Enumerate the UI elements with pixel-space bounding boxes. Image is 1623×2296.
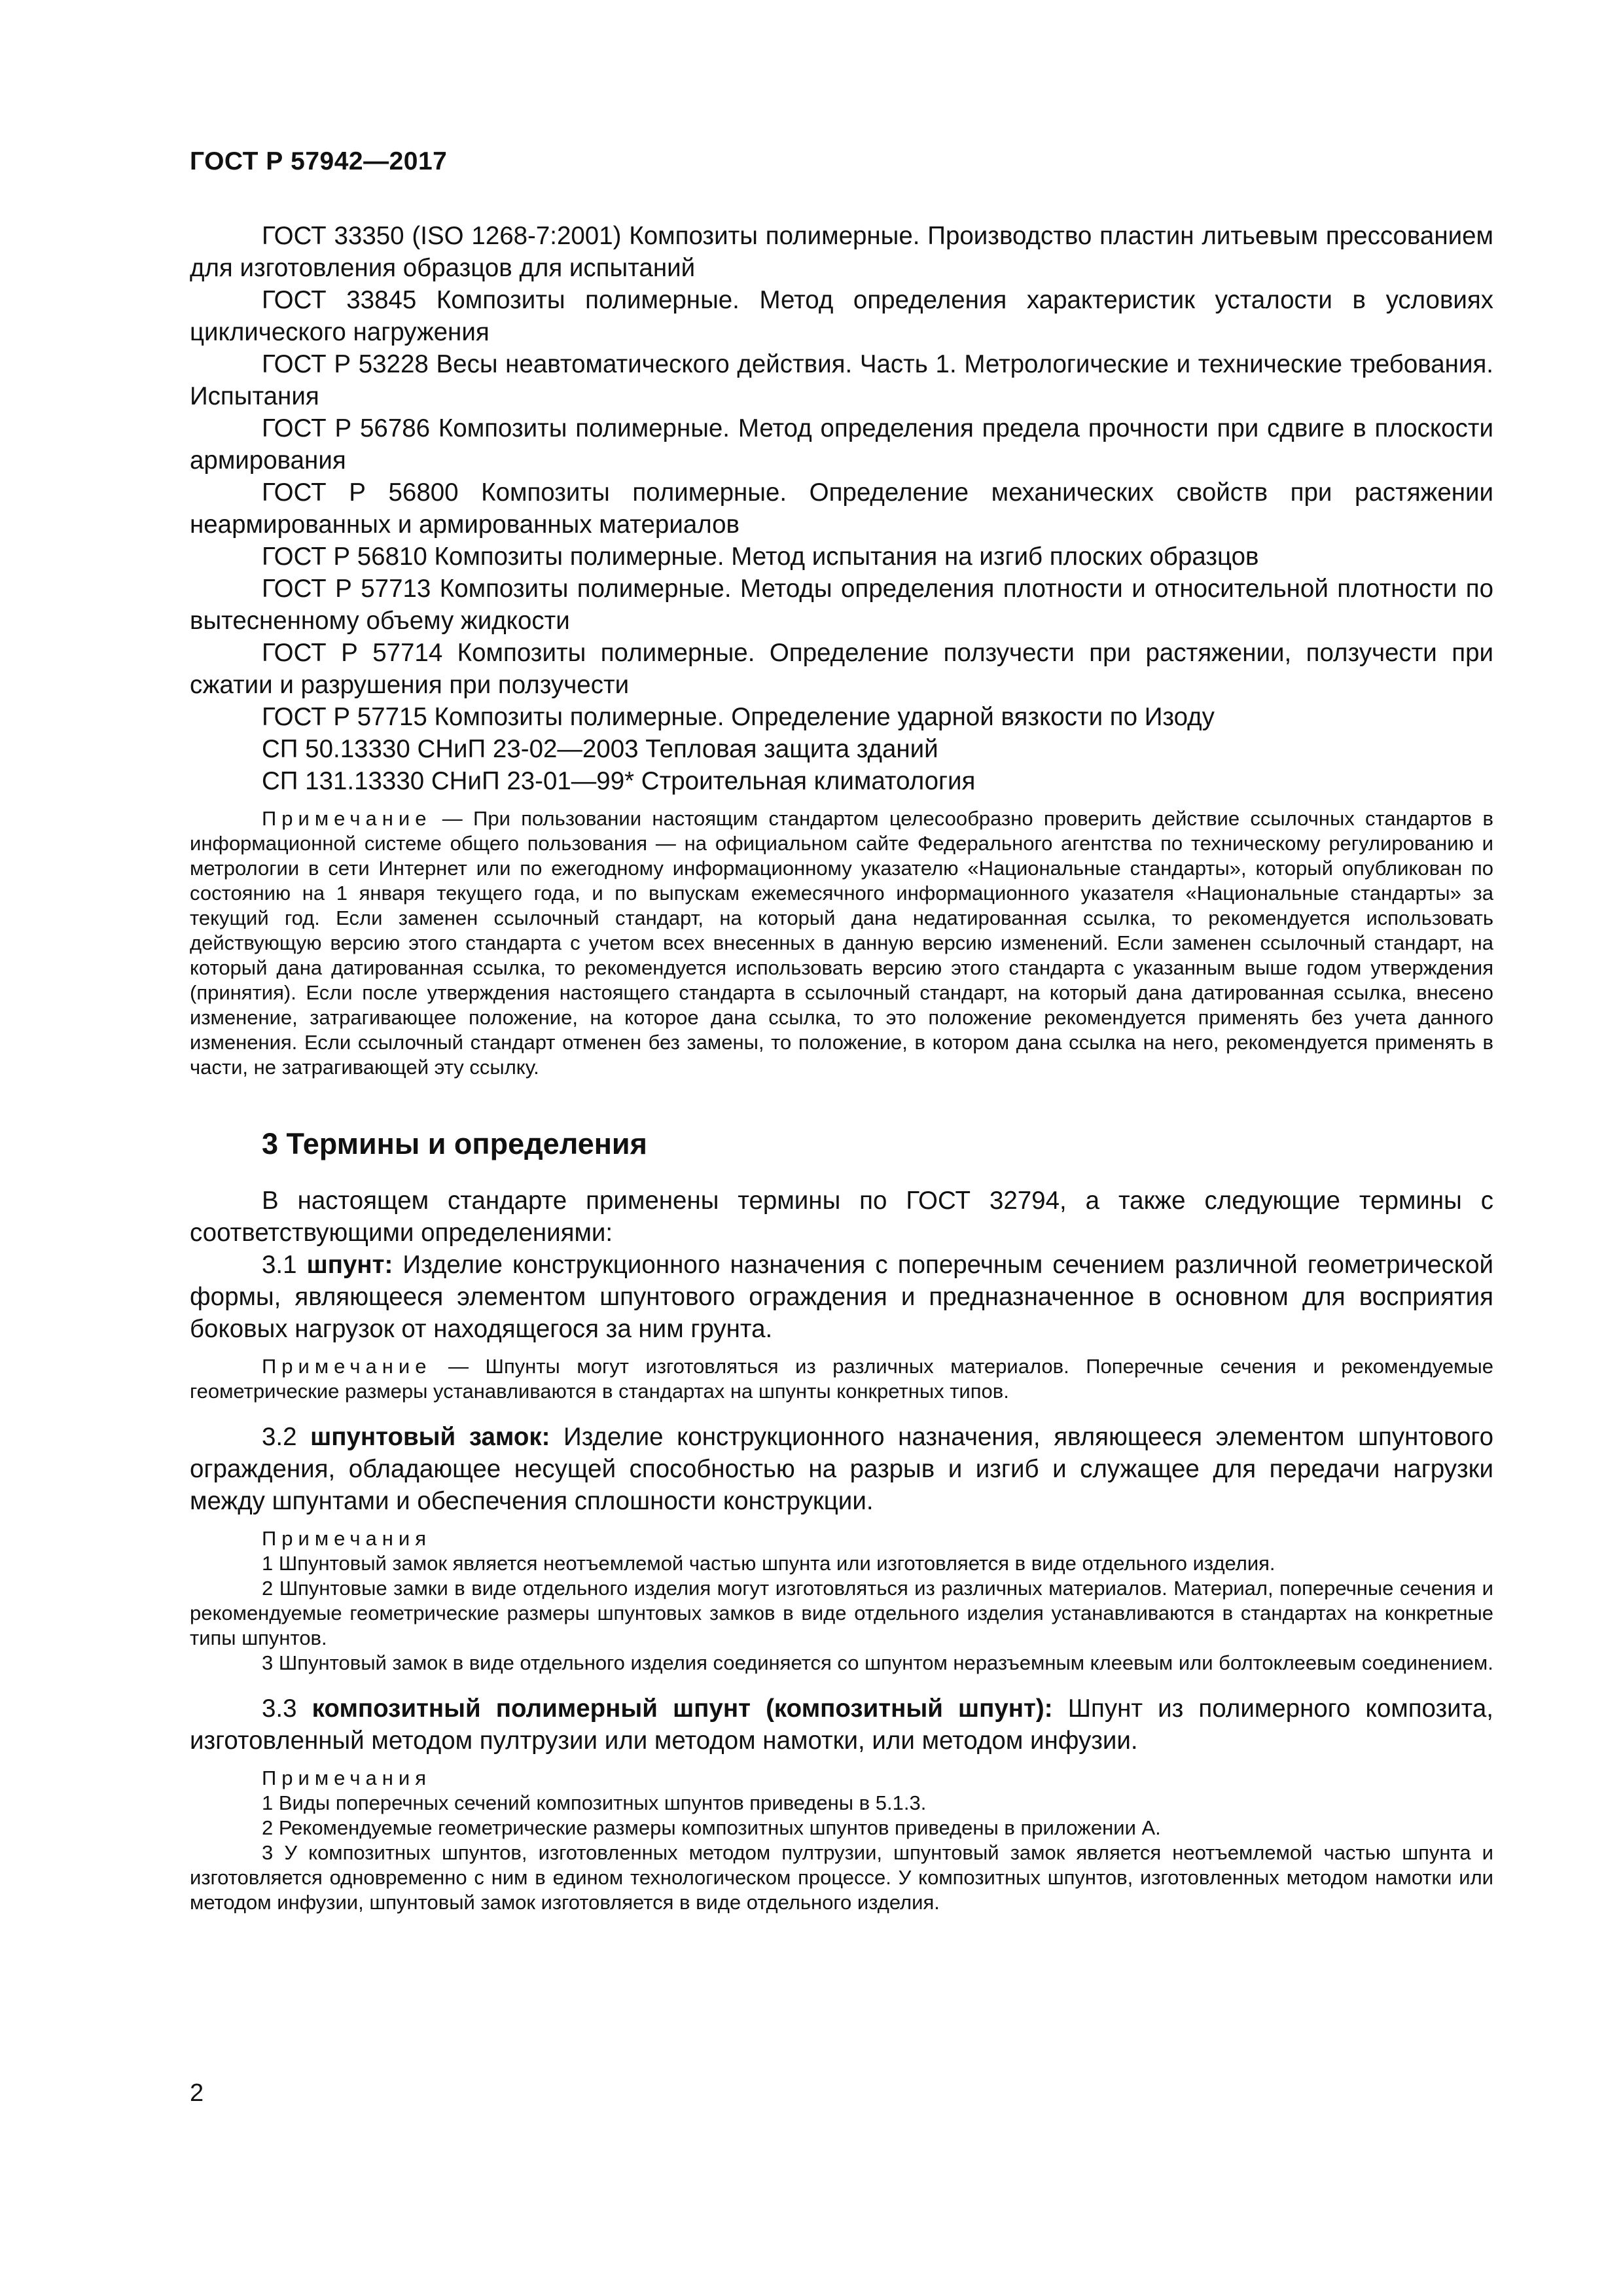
term-3-2 bbox=[190, 1421, 1493, 1517]
term-number: 3.2 bbox=[262, 1423, 311, 1451]
term-definition: Шпунт из полимерного композита, изготовленный методом пултрузии или методом намотки, или методом инфузии. bbox=[190, 1695, 1493, 1755]
term-3-1-note bbox=[190, 1354, 1493, 1404]
reference-item: ГОСТ 33845 Композиты полимерные. Метод определения характеристик усталости в условиях циклического нагружения bbox=[190, 286, 1493, 346]
note-item: 2 Шпунтовые замки в виде отдельного изделия могут изготовляться из различных материалов. Материал, поперечные сечения и рекомендуемые геометрические размеры шпунтовых замков в виде отдельного изделия устанавливаются в стандартах на конкретные типы шпунтов. bbox=[190, 1577, 1493, 1649]
term-3-3-notes-label bbox=[190, 1766, 1493, 1791]
page-number: 2 bbox=[190, 2079, 204, 2107]
notes-label: Примечания bbox=[262, 1527, 431, 1550]
page-content bbox=[190, 220, 1493, 1915]
term-definition: Изделие конструкционного назначения, являющееся элементом шпунтового ограждения, обладающее несущей способностью на разрыв и изгиб и служащее для передачи нагрузки между шпунтами и обеспечения сплошности конструкции. bbox=[190, 1423, 1493, 1515]
note-item: 3 Шпунтовый замок в виде отдельного изделия соединяется со шпунтом неразъемным клеевым или болтоклеевым соединением. bbox=[262, 1651, 1493, 1674]
term-definition: Изделие конструкционного назначения с поперечным сечением различной геометрической формы, являющееся элементом шпунтового ограждения и предназначенное в основном для восприятия боковых нагрузок от находящегося за ним грунта. bbox=[190, 1251, 1493, 1343]
term-3-3 bbox=[190, 1693, 1493, 1757]
note-item: 1 Шпунтовый замок является неотъемлемой частью шпунта или изготовляется в виде отдельного изделия. bbox=[262, 1552, 1275, 1575]
term-number: 3.3 bbox=[262, 1695, 312, 1723]
reference-item: ГОСТ Р 57713 Композиты полимерные. Методы определения плотности и относительной плотности по вытесненному объему жидкости bbox=[190, 575, 1493, 635]
note-text: — Шпунты могут изготовляться из различных материалов. Поперечные сечения и рекомендуемые геометрические размеры устанавливаются в стандартах на шпунты конкретных типов. bbox=[190, 1355, 1493, 1403]
references-note bbox=[190, 806, 1493, 1080]
reference-item: ГОСТ Р 56810 Композиты полимерные. Метод испытания на изгиб плоских образцов bbox=[262, 543, 1259, 571]
term-name: композитный полимерный шпунт (композитный шпунт): bbox=[312, 1695, 1053, 1723]
term-3-1 bbox=[190, 1249, 1493, 1345]
note-item: 3 У композитных шпунтов, изготовленных методом пултрузии, шпунтовый замок является неотъемлемой частью шпунта и изготовляется одновременно с ним в едином технологическом процессе. У композитных шпунтов, изготовленных методом намотки или методом инфузии, шпунтовый замок изготовляется в виде отдельного изделия. bbox=[190, 1841, 1493, 1914]
reference-item: ГОСТ Р 57714 Композиты полимерные. Определение ползучести при растяжении, ползучести при сжатии и разрушения при ползучести bbox=[190, 639, 1493, 699]
notes-label: Примечания bbox=[262, 1767, 431, 1789]
note-text: — При пользовании настоящим стандартом целесообразно проверить действие ссылочных стандартов в информационной системе общего пользования — на официальном сайте Федерального агентства по техническому регулированию и метрологии в сети Интернет или по ежегодному информационному указателю «Национальные стандарты», который опубликован по состоянию на 1 января текущего года, и по выпускам ежемесячного информационного указателя «Национальные стандарты» за текущий год. Если заменен ссылочный стандарт, на который дана недатированная ссылка, то рекомендуется использовать действующую версию этого стандарта с учетом всех внесенных в данную версию изменений. Если заменен ссылочный стандарт, на который дана датированная ссылка, то рекомендуется использовать версию этого стандарта с указанным выше годом утверждения (принятия). Если после утверждения настоящего стандарта в ссылочный стандарт, на который дана датированная ссылка, внесено изменение, затрагивающее положение, на которое дана ссылка, то это положение рекомендуется применять без учета данного изменения. Если ссылочный стандарт отменен без замены, то положение, в котором дана ссылка на него, рекомендуется применять в части, не затрагивающей эту ссылку. bbox=[190, 807, 1493, 1079]
term-name: шпунтовый замок: bbox=[310, 1423, 550, 1451]
note-item: 1 Виды поперечных сечений композитных шпунтов приведены в 5.1.3. bbox=[262, 1791, 927, 1814]
reference-item: СП 50.13330 СНиП 23-02—2003 Тепловая защита зданий bbox=[262, 735, 938, 763]
reference-item: СП 131.13330 СНиП 23-01—99* Строительная климатология bbox=[262, 767, 976, 795]
reference-item: ГОСТ Р 56786 Композиты полимерные. Метод определения предела прочности при сдвиге в плоскости армирования bbox=[190, 414, 1493, 475]
term-name: шпунт: bbox=[306, 1251, 393, 1279]
reference-item: ГОСТ Р 57715 Композиты полимерные. Определение ударной вязкости по Изоду bbox=[262, 703, 1215, 731]
term-3-2-notes-label bbox=[190, 1526, 1493, 1551]
reference-item: ГОСТ 33350 (ISO 1268-7:2001) Композиты полимерные. Производство пластин литьевым прессованием для изготовления образцов для испытаний bbox=[190, 222, 1493, 282]
section-title: 3 Термины и определения bbox=[262, 1127, 647, 1160]
page-header-doc-code: ГОСТ Р 57942—2017 bbox=[190, 147, 448, 175]
normative-references-list bbox=[190, 220, 1493, 797]
note-item: 2 Рекомендуемые геометрические размеры композитных шпунтов приведены в приложении А. bbox=[262, 1816, 1161, 1839]
section-intro: В настоящем стандарте применены термины по ГОСТ 32794, а также следующие термины с соответствующими определениями: bbox=[190, 1187, 1493, 1247]
note-label: Примечание bbox=[262, 1355, 432, 1378]
term-number: 3.1 bbox=[262, 1251, 307, 1279]
reference-item: ГОСТ Р 56800 Композиты полимерные. Определение механических свойств при растяжении неармированных и армированных материалов bbox=[190, 478, 1493, 539]
reference-item: ГОСТ Р 53228 Весы неавтоматического действия. Часть 1. Метрологические и технические требования. Испытания bbox=[190, 350, 1493, 410]
note-label: Примечание bbox=[262, 807, 432, 830]
